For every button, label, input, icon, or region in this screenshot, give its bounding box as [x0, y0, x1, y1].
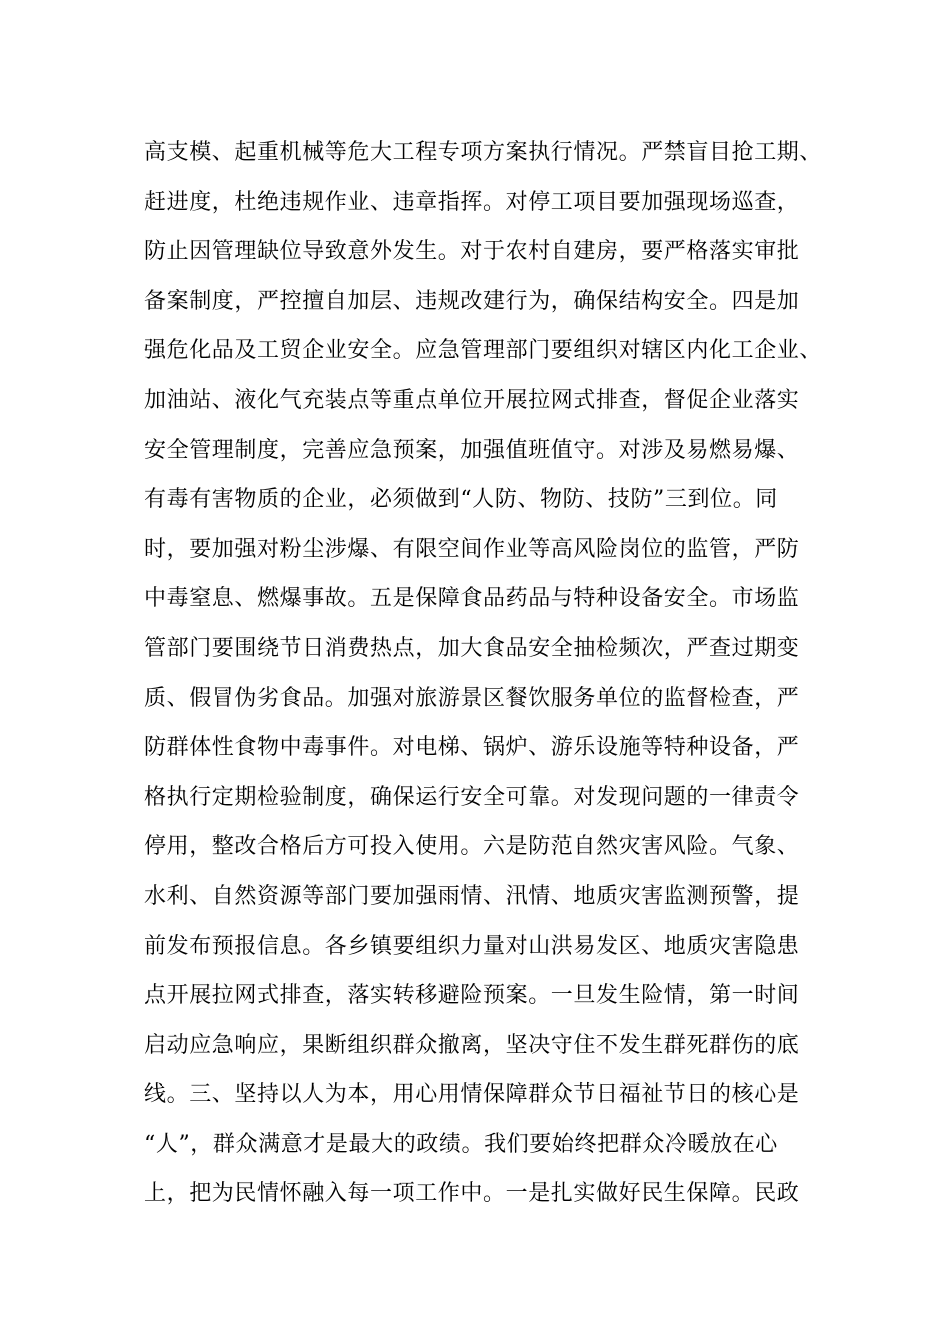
text-line: 高支模、起重机械等危大工程专项方案执行情况。严禁盲目抢工期、	[144, 140, 823, 165]
text-line: 前发布预报信息。各乡镇要组织力量对山洪易发区、地质灾害隐患	[144, 933, 800, 959]
text-line: “人”，群众满意才是最大的政绩。我们要始终把群众冷暖放在心	[144, 1131, 778, 1157]
text-line: 防群体性食物中毒事件。对电梯、锅炉、游乐设施等特种设备，严	[144, 735, 800, 761]
text-line: 上，把为民情怀融入每一项工作中。一是扎实做好民生保障。民政	[144, 1181, 800, 1207]
body-text	[144, 128, 844, 1219]
text-line: 安全管理制度，完善应急预案，加强值班值守。对涉及易燃易爆、	[144, 437, 800, 463]
text-line: 防止因管理缺位导致意外发生。对于农村自建房，要严格落实审批	[144, 239, 800, 265]
text-line: 加油站、液化气充装点等重点单位开展拉网式排查，督促企业落实	[144, 387, 800, 413]
text-line: 水利、自然资源等部门要加强雨情、汛情、地质灾害监测预警，提	[144, 883, 800, 909]
text-line: 线。三、坚持以人为本，用心用情保障群众节日福祉节日的核心是	[144, 1082, 800, 1108]
text-line: 有毒有害物质的企业，必须做到“人防、物防、技防”三到位。同	[144, 487, 778, 513]
text-line: 点开展拉网式排查，落实转移避险预案。一旦发生险情，第一时间	[144, 983, 800, 1009]
text-line: 赶进度，杜绝违规作业、违章指挥。对停工项目要加强现场巡查，	[144, 189, 800, 215]
text-line: 中毒窒息、燃爆事故。五是保障食品药品与特种设备安全。市场监	[144, 586, 800, 612]
text-line: 停用，整改合格后方可投入使用。六是防范自然灾害风险。气象、	[144, 834, 800, 860]
text-line: 时，要加强对粉尘涉爆、有限空间作业等高风险岗位的监管，严防	[144, 536, 800, 562]
text-line: 质、假冒伪劣食品。加强对旅游景区餐饮服务单位的监督检查，严	[144, 685, 800, 711]
text-line: 备案制度，严控擅自加层、违规改建行为，确保结构安全。四是加	[144, 288, 800, 314]
text-line: 格执行定期检验制度，确保运行安全可靠。对发现问题的一律责令	[144, 784, 800, 810]
text-line: 管部门要围绕节日消费热点，加大食品安全抽检频次，严查过期变	[144, 635, 800, 661]
text-line: 启动应急响应，果断组织群众撤离，坚决守住不发生群死群伤的底	[144, 1032, 800, 1058]
text-line: 强危化品及工贸企业安全。应急管理部门要组织对辖区内化工企业、	[144, 338, 823, 364]
